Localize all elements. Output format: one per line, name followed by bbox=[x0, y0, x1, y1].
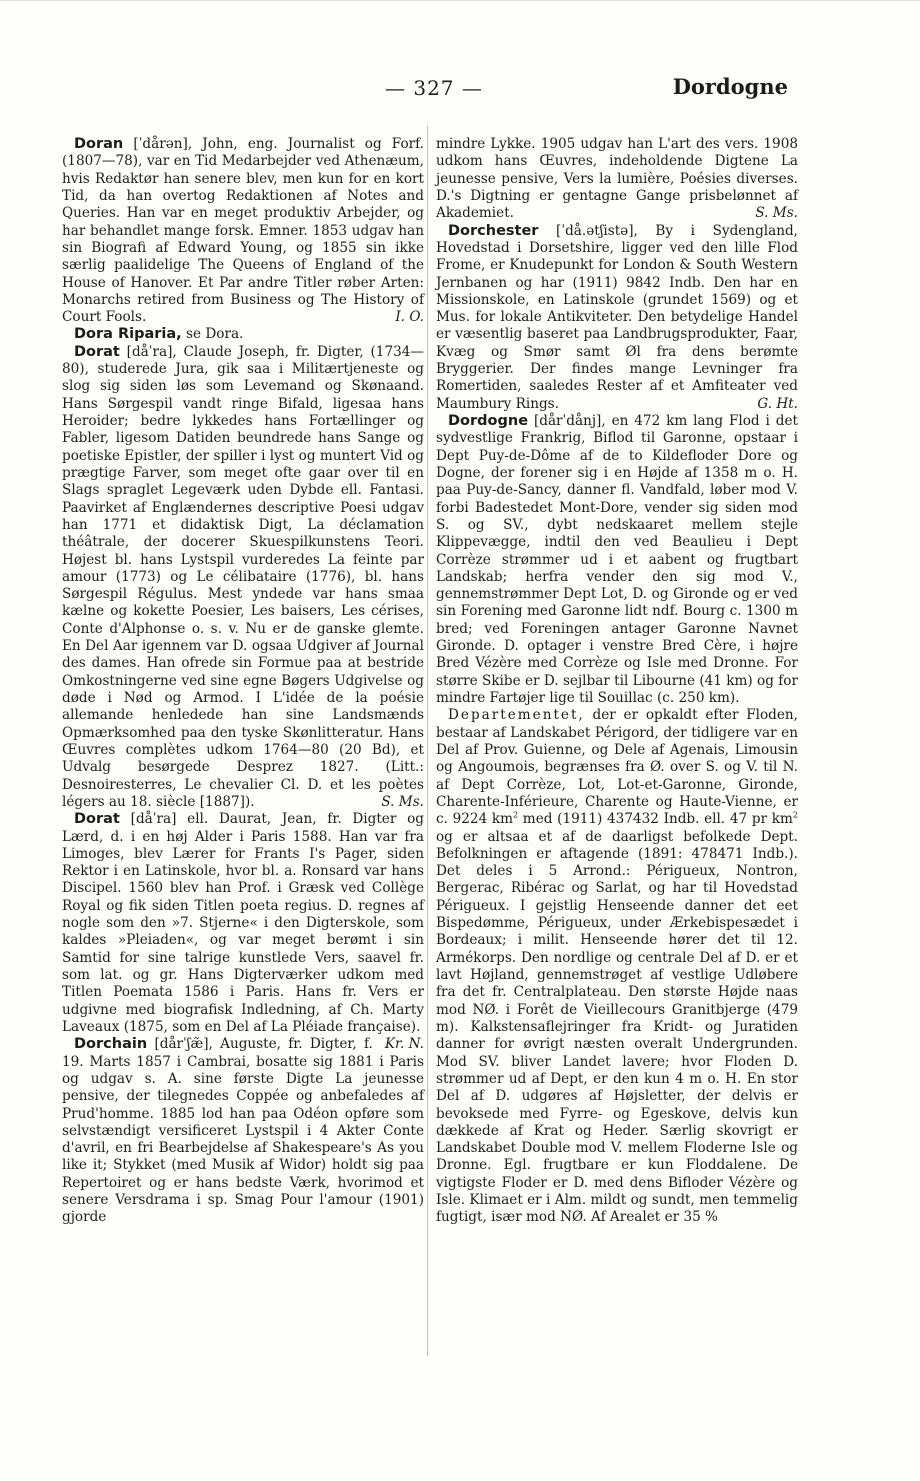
headword: Dora Riparia, bbox=[74, 326, 182, 343]
author-signature: S. Ms. bbox=[755, 205, 798, 222]
page-header bbox=[0, 74, 920, 106]
headword: Dorat bbox=[74, 343, 120, 360]
entry-dora-riparia bbox=[62, 326, 424, 343]
superscript: 2 bbox=[513, 810, 519, 820]
headword: Doran bbox=[74, 136, 124, 152]
entry-dorchain bbox=[62, 1036, 424, 1226]
author-signature: G. Ht. bbox=[757, 395, 798, 412]
headword: Dorchain bbox=[74, 1036, 148, 1053]
top-edge-line bbox=[0, 0, 920, 1]
column-divider bbox=[427, 126, 428, 1356]
left-column bbox=[62, 136, 424, 1227]
entry-dorchester bbox=[436, 223, 798, 413]
entry-doran bbox=[62, 136, 424, 326]
entry-text: [dårˈdånj], en 472 km lang Flod i det sydvestlige Frankrig, Biflod til Garonne, opstaar i Dept Puy-de-Dôme af de to Kildefloder Dore og Dogne, der forener sig i en Højde af 1358 m o. H. paa Puy-de-Sancy, danner fl. Vandfald, løber mod V. forbi Badestedet Mont-Dore, vender sig siden mod S. og SV., dybt nedskaaret mellem stejle Klippevægge, indtil den ved Beaulieu i Dept Corrèze strømmer ud i et aabent og frugtbart Landskab; herfra vender den sig mod V., gennemstrømmer Dept Lot, D. og Gironde og er ved sin Forening med Garonne lidt ndf. Bourg c. 1300 m bred; ved Foreningen antager Garonne Navnet Gironde. D. optager i venstre Bred Cère, i højre Bred Vézère med Corrèze og Isle med Dronne. For større Skibe er D. sejlbar til Libourne (41 km) og for mindre Fartøjer lige til Souillac (c. 250 km). bbox=[436, 413, 798, 706]
entry-dorat-claude bbox=[62, 344, 424, 811]
entry-text: [dåˈra], Claude Joseph, fr. Digter, (1734—80), studerede Jura, gik saa i Militærtjeneste og slog sig siden løs som Levemand og Skønaand. Hans Sørgespil vandt ringe Bifald, ligesaa hans Heroider; bedre lykkedes hans Fortællinger og Fabler, ligesom Datiden beundrede hans Sange og poetiske Epistler, der spiller i lyst og muntert Vid og prægtige Farver, som meget ofte gaar over til en Slags spraglet Legeværk uden Dybde ell. Fantasi. Paavirket af Englændernes descriptive Poesi udgav han 1771 et didaktisk Digt, La déclamation théâtrale, der docerer Skuespilkunstens Teori. Højest bl. hans Lystspil vurderedes La feinte par amour (1773) og Le célibataire (1776), bl. hans Sørgespil Régulus. Mest yndede var hans smaa kælne og kokette Poesier, Les baisers, Les cérises, Conte d'Alphonse o. s. v. Nu er de ganske glemte. En Del Aar igennem var D. ogsaa Udgiver af Journal des dames. Han ofrede sin Formue paa at bestride Omkostningerne ved sine egne Bøgers Udgivelse og døde i Nød og Armod. I L'idée de la poésie allemande henledede han sine Landsmænds Opmærksomhed paa den tyske Skønlitteratur. Hans Œuvres complètes udkom 1764—80 (20 Bd), et Udvalg besørgede Desprez 1827. (Litt.: Desnoiresterres, Le chevalier Cl. D. et les poètes légers au 18. siècle [1887]). bbox=[62, 343, 424, 810]
headword: Dorchester bbox=[448, 222, 539, 239]
entry-text: [dåˈra] ell. Daurat, Jean, fr. Digter og Lærd, d. i en høj Alder i Paris 1588. Han var fra Limoges, blev Lærer for Frants I's Pager, siden Rektor i en Latinskole, hvor bl. a. Ronsard var hans Discipel. 1560 blev han Prof. i Græsk ved Collège Royal og fik siden Titlen poeta regius. D. regnes af nogle som den »7. Stjerne« i den Digterskole, som kaldes »Pleiaden«, og var meget berømt i sin Samtid for sine talrige kunstlede Vers, saavel fr. som lat. og gr. Hans Digterværker udkom med Titlen Poemata 1586 i Paris. Hans fr. Vers er udgivne med biografisk Indledning, af Ch. Marty Laveaux (1875, som en Del af La Pléiade française). bbox=[62, 811, 424, 1035]
entry-text: mindre Lykke. 1905 udgav han L'art des vers. 1908 udkom hans Œuvres, indeholdende Digtene La jeunesse pensive, Vers la lumière, Poésies diverses. D.'s Digtning er gentagne Gange prisbelønnet af Akademiet. bbox=[436, 136, 798, 222]
entry-dorchain-continued bbox=[436, 136, 798, 223]
headword: Dordogne bbox=[448, 413, 529, 429]
entry-text: der er opkaldt efter Floden, bestaar af Landskabet Périgord, der tidligere var en Del af Prov. Guienne, og Dele af Agenais, Limousin og Angoumois, begrænses fra Ø. over S. og V. til N. af Dept Corrèze, Lot, Lot-et-Garonne, Gironde, Charente-Inférieure, Charente og Haute-Vienne, er c. 9224 km bbox=[436, 707, 798, 828]
entry-text: [dårˈʃæ̃], Auguste, fr. Digter, f. 19. Marts 1857 i Cambrai, bosatte sig 1881 i Paris og udgav s. A. sine første Digte La jeunesse pensive, der tilegnedes Coppée og anbefaledes af Prud'homme. 1885 lod han paa Odéon opføre som selvstændigt versificeret Lystspil i 4 Akter Conte d'avril, en fri Bearbejdelse af Shakespeare's As you like it; Stykket (med Musik af Widor) holdt sig paa Repertoiret og er hans bedste Værk, hvorimod et senere Versdrama i sp. Smag Pour l'amour (1901) gjorde bbox=[62, 1036, 424, 1226]
page-number: — 327 — bbox=[385, 76, 483, 100]
entry-text: [ˈdå.ətʃistə], By i Sydengland, Hovedstad i Dorsetshire, ligger ved den lille Flod Frome, er Knudepunkt for London & South Western Jernbanen og har (1911) 9842 Indb. Den har en Missionskole, en Latinskole (grundet 1569) og et Mus. for lokale Antikviteter. Den betydelige Handel er væsentlig baseret paa Landbrugsprodukter, Faar, Kvæg og Smør samt Øl fra dens berømte Bryggerier. Der findes mange Levninger fra Romertiden, saaledes Rester af et Amfiteater ved Maumbury Rings. bbox=[436, 222, 798, 412]
author-signature: S. Ms. bbox=[381, 793, 424, 810]
running-head: Dordogne bbox=[672, 74, 788, 99]
author-signature: Kr. N. bbox=[384, 1036, 424, 1053]
entry-text: og er altsaa et af de daarligst befolkede Dept. Befolkningen er aftagende (1891: 478471 Indb.). Det deles i 5 Arrond.: Périgueux, Nontron, Bergerac, Ribérac og Sarlat, og har til Hovedstad Périgueux. I gejstlig Henseende danner det eet Bispedømme, Périgueux, under Ærkebispesædet i Bordeaux; i milit. Henseende hører det til 12. Armékorps. Den nordlige og centrale Del af D. er et lavt Højland, gennemstrøget af vestlige Udløbere fra det fr. Centralplateau. Den største Højde naas mod NØ. i Forêt de Vieillecours Granitbjerge (479 m). Kalkstensaflejringer fra Kridt- og Juratiden danner for øvrigt næsten overalt Undergrunden. Mod SV. bliver Landet lavere; hvor Floden D. strømmer ud af Dept, er den kun 4 m o. H. En stor Del af D. udgøres af Højsletter, der delvis er bevoksede med Fyrre- og Egeskove, delvis kun dækkede af Krat og Heder. Særlig skovrigt er Landskabet Double mod V. mellem Floderne Isle og Dronne. Egl. frugtbare er kun Floddalene. De vigtigste Floder er D. med dens Bifloder Vézère og Isle. Klimaet er i Alm. mildt og sundt, men temmelig fugtigt, især mod NØ. Af Arealet er 35 % bbox=[436, 828, 798, 1226]
author-signature: I. O. bbox=[395, 309, 424, 326]
entry-text: se Dora. bbox=[186, 326, 244, 343]
entry-dordogne bbox=[436, 413, 798, 707]
entry-text: med (1911) 437432 Indb. ell. 47 pr km bbox=[518, 811, 793, 828]
headword: Dorat bbox=[74, 811, 120, 828]
entry-text: [ˈdårən], John, eng. Journalist og Forf. (1807—78), var en Tid Medarbejder ved Athenæum, hvis Redaktør han senere blev, men kun for en kort Tid, da han overtog Redaktionen af Notes and Queries. Han var en meget produktiv Arbejder, og har behandlet mange forsk. Emner. 1853 udgav han sin Biografi af Edward Young, og 1855 sin ikke særlig paalidelige The Queens of England of the House of Hanover. Et Par andre Titler røber Arten: Monarchs retired from Business og The History of Court Fools. bbox=[62, 136, 425, 326]
entry-departement bbox=[436, 707, 798, 1226]
right-column bbox=[436, 136, 798, 1227]
subsection-lead: Departementet, bbox=[448, 707, 585, 724]
superscript: 2 bbox=[792, 810, 798, 820]
